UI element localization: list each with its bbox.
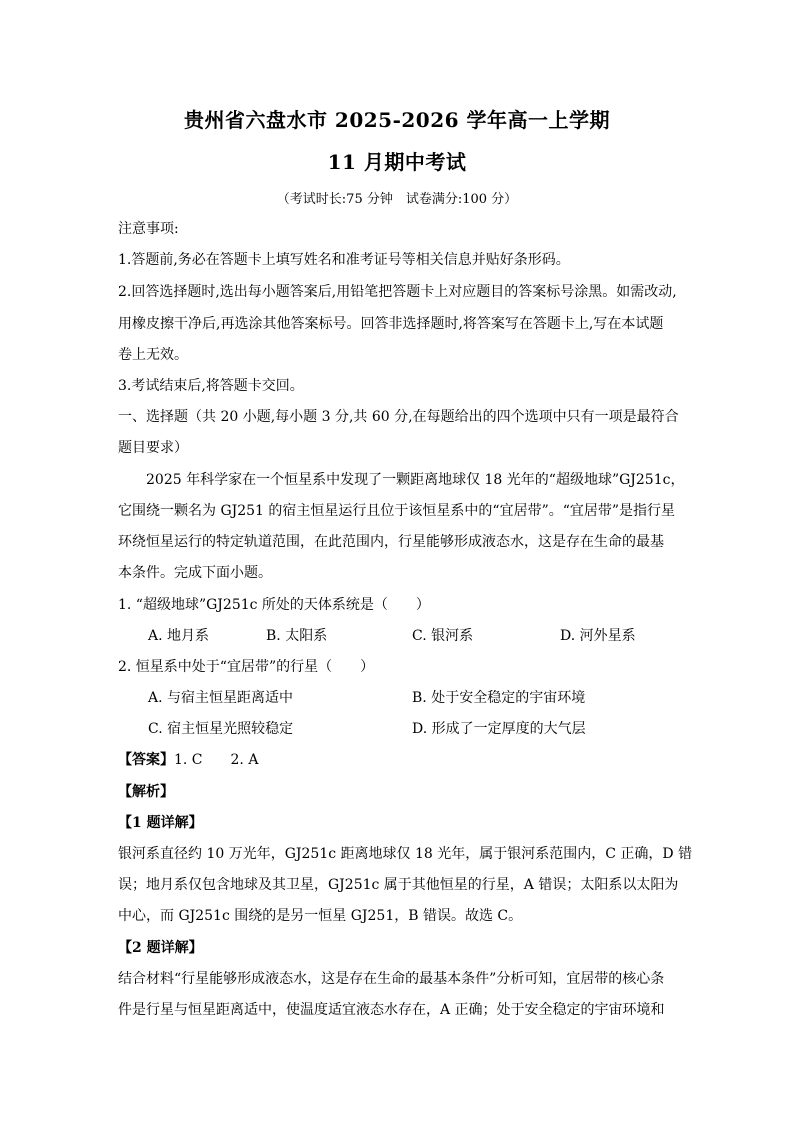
section1-heading-line1: 一、选择题（共 20 小题,每小题 3 分,共 60 分,在每题给出的四个选项中只有一项是最符合 [118, 409, 679, 425]
detail-1-line1: 银河系直径约 10 万光年，GJ251c 距离地球仅 18 光年，属于银河系范围内，C 正确，D 错 [118, 846, 693, 862]
note-item-2-line1: 2.回答选择题时,选出每小题答案后,用铅笔把答题卡上对应题目的答案标号涂黑。如需改动, [118, 284, 677, 300]
passage-line4: 本条件。完成下面小题。 [118, 565, 272, 581]
exam-title-line1: 贵州省六盘水市 2025-2026 学年高一上学期 [183, 108, 611, 132]
question-1-option-d: D. 河外星系 [560, 628, 636, 644]
note-item-3: 3.考试结束后,将答题卡交回。 [118, 378, 304, 394]
passage-line2: 它围绕一颗名为 GJ251 的宿主恒星运行且位于该恒星系中的“宜居带”。“宜居带”是指行星 [118, 503, 676, 519]
detail-1-line3: 中心，而 GJ251c 围绕的是另一恒星 GJ251，B 错误。故选 C。 [118, 908, 523, 924]
detail-2-heading: 【2 题详解】 [118, 940, 203, 956]
question-2-option-b: B. 处于安全稳定的宇宙环境 [412, 690, 586, 706]
notes-heading: 注意事项: [118, 221, 179, 237]
note-item-2-line2: 用橡皮擦干净后,再选涂其他答案标号。回答非选择题时,将答案写在答题卡上,写在本试题 [118, 316, 664, 332]
answer-line [118, 749, 258, 769]
section1-heading-line2: 题目要求） [118, 440, 188, 456]
question-1-stem: 1. “超级地球”GJ251c 所处的天体系统是（ ） [118, 597, 430, 613]
question-1-option-a: A. 地月系 [148, 628, 210, 644]
question-1-option-b: B. 太阳系 [266, 628, 328, 644]
answer-value: 1. C 2. A [174, 752, 259, 768]
analysis-heading: 【解析】 [118, 784, 174, 800]
question-2-option-a: A. 与宿主恒星距离适中 [148, 690, 294, 706]
detail-1-heading: 【1 题详解】 [118, 815, 203, 831]
passage-line1: 2025 年科学家在一个恒星系中发现了一颗距离地球仅 18 光年的“超级地球”GJ251c， [146, 472, 685, 488]
exam-subtitle: （考试时长:75 分钟 试卷满分:100 分） [276, 192, 518, 207]
detail-1-line2: 误；地月系仅包含地球及其卫星，GJ251c 属于其他恒星的行星，A 错误；太阳系以太阳为 [118, 877, 679, 893]
question-2-stem: 2. 恒星系中处于“宜居带”的行星（ ） [118, 659, 375, 675]
question-2-option-d: D. 形成了一定厚度的大气层 [412, 721, 586, 737]
exam-title-line2: 11 月期中考试 [327, 150, 467, 174]
passage-line3: 环绕恒星运行的特定轨道范围，在此范围内，行星能够形成液态水，这是存在生命的最基 [118, 534, 664, 550]
question-1-option-c: C. 银河系 [412, 628, 474, 644]
answer-label: 【答案】 [118, 752, 174, 768]
note-item-2-line3: 卷上无效。 [118, 347, 188, 363]
note-item-1: 1.答题前,务必在答题卡上填写姓名和准考证号等相关信息并贴好条形码。 [118, 252, 570, 268]
detail-2-line1: 结合材料“行星能够形成液态水，这是存在生命的最基本条件”分析可知，宜居带的核心条 [118, 971, 665, 987]
detail-2-line2: 件是行星与恒星距离适中，使温度适宜液态水存在，A 正确；处于安全稳定的宇宙环境和 [118, 1002, 665, 1018]
question-2-option-c: C. 宿主恒星光照较稳定 [148, 721, 294, 737]
